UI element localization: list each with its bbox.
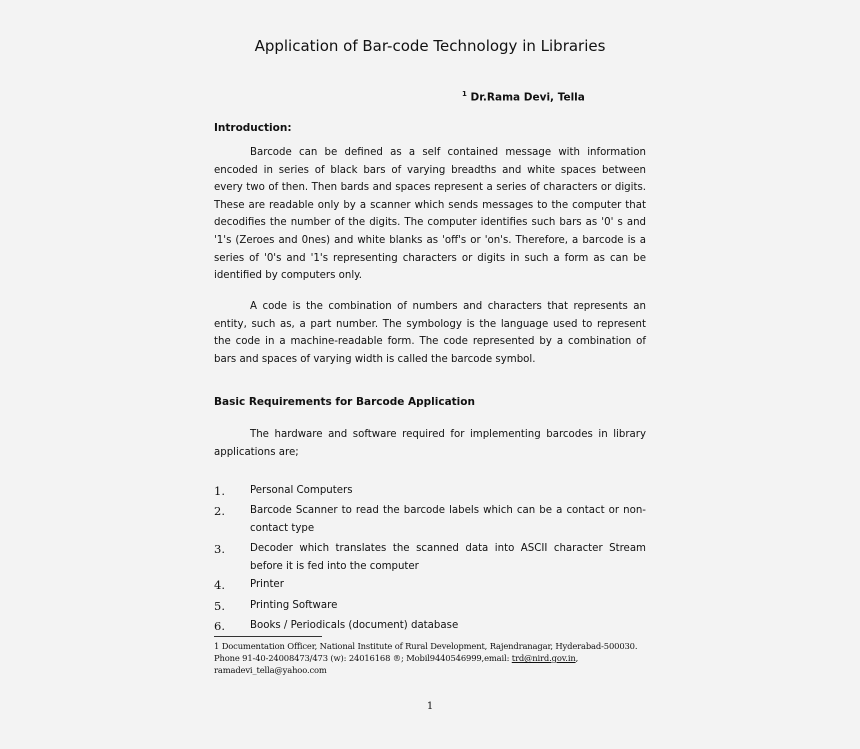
page-number: 1	[426, 701, 434, 712]
introduction-paragraph-1: Barcode can be defined as a self contained message with information encoded in series of black bars of varying breadths and white spaces between every two of then. Then bards and spaces represent a series of characters or digits. These are readable only by a scanner which sends messages to the computer that decodifies the number of the digits. The computer identifies such bars as '0' s and '1's (Zeroes and 0nes) and white blanks as 'off's or 'on's. Therefore, a barcode is a series of '0's and '1's representing characters or digits in such a form as can be identified by computers only.	[214, 147, 646, 282]
list-item	[214, 482, 646, 502]
document-title: Application of Bar-code Technology in Libraries	[254, 37, 606, 55]
list-item-number: 2.	[214, 504, 225, 518]
list-item-text: Printer	[250, 579, 284, 590]
footnote-line-3: ramadevi_tella@yahoo.com	[214, 665, 327, 675]
footnote-line-1: 1 Documentation Officer, National Institute of Rural Development, Rajendranagar, Hyderabad-500030.	[214, 641, 638, 651]
list-item-text: Printing Software	[250, 600, 338, 611]
list-item-text: Barcode Scanner to read the barcode labels which can be a contact or non-contact type	[250, 505, 646, 534]
list-item	[214, 576, 646, 597]
requirements-heading: Basic Requirements for Barcode Application	[214, 396, 475, 408]
author-footnote-marker: 1	[462, 90, 467, 98]
list-item-number: 1.	[214, 484, 225, 498]
footnote-phone: Phone 91-40-24008473/473 (w): 24016168 ®; Mobil9440546999,email:	[214, 653, 512, 663]
list-item-number: 6.	[214, 619, 225, 633]
list-item	[214, 540, 646, 576]
list-item	[214, 617, 646, 635]
list-item-number: 5.	[214, 599, 225, 613]
footnote	[214, 640, 654, 676]
list-item	[214, 597, 646, 617]
author-line	[462, 90, 585, 104]
footnote-email-link[interactable]: trd@nird.gov.in	[511, 653, 576, 663]
introduction-heading: Introduction:	[214, 122, 292, 134]
requirements-list	[214, 482, 646, 635]
footnote-separator	[214, 636, 322, 637]
footnote-comma: ,	[575, 653, 579, 663]
footnote-line-2	[214, 652, 654, 664]
list-item-text: Personal Computers	[250, 485, 353, 496]
list-item-number: 3.	[214, 542, 225, 556]
introduction-paragraph-2: A code is the combination of numbers and characters that represents an entity, such as, a part number. The symbology is the language used to represent the code in a machine-readable form. The code represented by a combination of bars and spaces of varying width is called the barcode symbol.	[214, 301, 646, 365]
list-item-number: 4.	[214, 578, 225, 592]
list-item	[214, 502, 646, 540]
list-item-text: Books / Periodicals (document) database	[250, 620, 459, 631]
author-name: Dr.Rama Devi, Tella	[470, 91, 585, 104]
requirements-paragraph: The hardware and software required for implementing barcodes in library applications are;	[214, 429, 646, 458]
list-item-text: Decoder which translates the scanned data into ASCII character Stream before it is fed into the computer	[250, 543, 646, 572]
